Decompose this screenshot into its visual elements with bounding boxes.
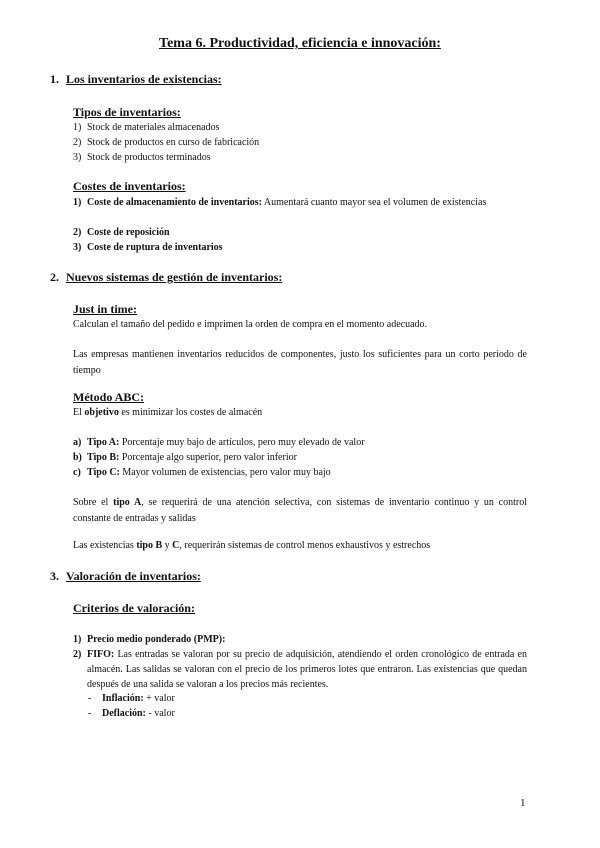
section-2-number: 2. <box>50 270 59 284</box>
document-page: Tema 6. Productividad, eficiencia e innovación: 1. Los inventarios de existencias: Tipos de inventarios: 1) Stock de materiales almacenados 2) Stock de productos en curso de fabricación 3) Stock de productos terminados Costes de inventarios: 1) Coste de almacenamiento de inventarios: Aumentará cuanto mayor sea el volumen de existencias 2) Coste de reposición 3) Coste de ruptura de inventarios 2. Nuevos sistemas de gestión de inventarios: Just in time: Calculan el tamaño del pedido e imprimen la orden de compra en el momento adecuado. Las empresas mantienen inventarios reducidos de componentes, justo los suficientes para un corto periodo de tiempo Método ABC: El objetivo es minimizar los costes de almacén a) Tipo A: Porcentaje muy bajo de artículos, pero muy elevado de valor b) Tipo B: Porcentaje algo superior, pero valor inferior c) Tipo C: Mayor volumen de existencias, pero valor muy bajo Sobre el tipo A, se requerirá de una atención selectiva, con sistemas de inventario continuo y un control constante de entradas y salidas Las existencias tipo B y C, requerirán sistemas de control menos exhaustivos y estrechos 3. Valoración de inventarios: Criterios de valoración: 1) Precio medio ponderado (PMP): 2) FIFO: Las entradas se valoran por su precio de adquisición, atendiendo el orden cronológico de entrada en almacén. Las salidas se valoran con el precio de los primeros lotes que entraron. Las existencias que quedan después de una salida se valoran a los precios más recientes. - Inflación: + valor - Deflación: - valor 1 <box>0 0 600 848</box>
page-title: Tema 6. Productividad, eficiencia e innovación: <box>159 36 441 51</box>
section-3-heading <box>50 569 201 584</box>
abc-objective: El objetivo es minimizar los costes de almacén <box>73 407 263 418</box>
section-3-number: 3. <box>50 569 59 583</box>
abc-paragraph-tipo-a: Sobre el tipo A, se requerirá de una atención selectiva, con sistemas de inventario continuo y un control constante de entradas y salidas <box>73 497 527 524</box>
section-1-title: Los inventarios de existencias: <box>66 72 222 86</box>
section-3-title: Valoración de inventarios: <box>66 569 201 583</box>
section-2-title: Nuevos sistemas de gestión de inventarios: <box>66 270 283 284</box>
abc-heading: Método ABC: <box>73 390 144 404</box>
section-1-heading <box>50 72 222 87</box>
section-1-number: 1. <box>50 72 59 86</box>
jit-paragraph-2: Las empresas mantienen inventarios reducidos de componentes, justo los suficientes para un corto periodo de tiempo <box>73 349 527 376</box>
criterios-heading: Criterios de valoración: <box>73 601 195 615</box>
abc-paragraph-tipo-bc: Las existencias tipo B y C, requerirán sistemas de control menos exhaustivos y estrechos <box>73 540 431 551</box>
costes-heading: Costes de inventarios: <box>73 179 186 193</box>
jit-paragraph-1: Calculan el tamaño del pedido e imprimen la orden de compra en el momento adecuado. <box>73 319 428 330</box>
page-number: 1 <box>520 797 526 809</box>
section-2-heading <box>50 270 282 285</box>
jit-heading: Just in time: <box>73 302 137 316</box>
tipos-heading: Tipos de inventarios: <box>73 105 181 119</box>
